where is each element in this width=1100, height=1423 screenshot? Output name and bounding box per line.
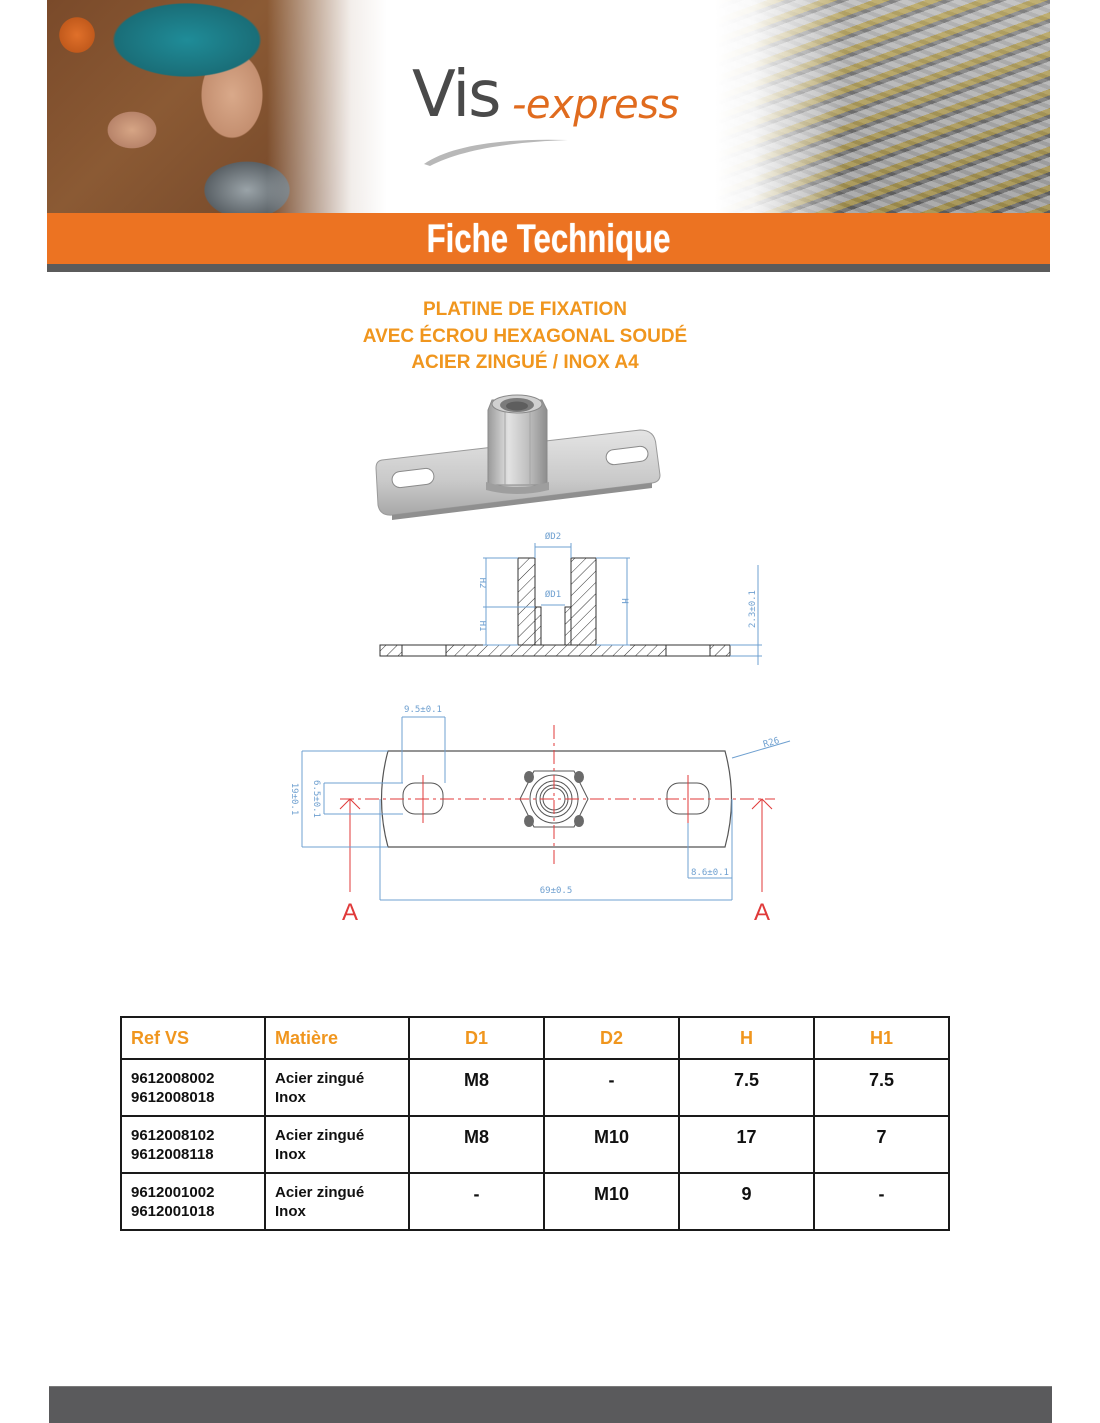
dim-slot-width-label: 9.5±0.1: [404, 705, 442, 715]
material-value: Inox: [275, 1202, 306, 1220]
product-title: [0, 297, 1050, 377]
ref-value: 9612008002: [131, 1070, 215, 1087]
ref-cell: [122, 1174, 264, 1221]
section-drawing: [370, 525, 770, 670]
header-banner: [47, 0, 1050, 272]
section-marker-left: A: [341, 899, 359, 926]
dim-d2-label: ØD2: [544, 532, 562, 542]
product-title-line: ACIER ZINGUÉ / INOX A4: [411, 352, 639, 373]
d2-value: -: [608, 1070, 615, 1090]
d1-value: -: [473, 1184, 480, 1204]
column-header-ref: Ref VS: [121, 1017, 265, 1059]
dim-length-label: 69±0.5: [539, 886, 573, 896]
section-marker-right: A: [753, 899, 771, 926]
ref-value: 9612008018: [131, 1088, 215, 1106]
product-title-line: AVEC ÉCROU HEXAGONAL SOUDÉ: [362, 325, 688, 347]
material-value: Acier zingué: [275, 1070, 365, 1087]
d2-value: M10: [593, 1184, 629, 1204]
d1-value: M8: [463, 1070, 489, 1090]
column-header-h: H: [679, 1017, 814, 1059]
material-cell: [266, 1117, 408, 1164]
top-view-drawing: [270, 695, 800, 930]
d1-value: M8: [463, 1127, 489, 1147]
dim-slot-height-label: 6.5±0.1: [311, 780, 321, 818]
banner-photos: [47, 0, 1050, 213]
column-header-d2: D2: [544, 1017, 679, 1059]
table-header-row: [121, 1017, 949, 1059]
ref-cell: [122, 1060, 264, 1107]
logo-swoosh-icon: [420, 136, 570, 166]
material-value: Acier zingué: [275, 1127, 365, 1144]
h-value: 7.5: [733, 1070, 760, 1090]
banner-title: Fiche Technique: [426, 217, 671, 261]
h1-value: -: [878, 1184, 885, 1204]
h1-value: 7.5: [868, 1070, 895, 1090]
product-photo: [370, 390, 680, 525]
h-value: 9: [741, 1184, 752, 1204]
ref-value: 9612001018: [131, 1202, 215, 1220]
dim-d1-label: ØD1: [544, 590, 562, 600]
dim-h1-label: H1: [477, 620, 487, 632]
table-row: [121, 1059, 949, 1116]
dim-thickness-label: 2.3±0.1: [748, 590, 758, 628]
logo-brand-secondary: -express: [512, 82, 679, 128]
material-value: Acier zingué: [275, 1184, 365, 1201]
dim-h2-label: H2: [477, 577, 487, 589]
column-header-d1: D1: [409, 1017, 544, 1059]
material-value: Inox: [275, 1145, 306, 1163]
dim-h-label: H: [619, 598, 629, 604]
column-header-material: Matière: [265, 1017, 409, 1059]
ref-value: 9612008118: [131, 1145, 214, 1163]
material-value: Inox: [275, 1088, 306, 1106]
title-band-underline: [47, 264, 1050, 272]
logo-brand-primary: Vis: [412, 58, 500, 132]
footer-band: [49, 1386, 1052, 1423]
table-row: [121, 1116, 949, 1173]
h1-value: 7: [876, 1127, 887, 1147]
dim-total-width-label: 19±0.1: [289, 782, 299, 816]
spec-table: [120, 1016, 950, 1231]
ref-value: 9612001002: [131, 1184, 215, 1201]
workbench-hands-photo: [47, 0, 387, 213]
dim-edge-to-slot-label: 8.6±0.1: [691, 868, 729, 878]
d2-value: M10: [593, 1127, 629, 1147]
table-row: [121, 1173, 949, 1230]
screws-pile-photo: [715, 0, 1050, 213]
product-title-line: PLATINE DE FIXATION: [422, 299, 628, 320]
dim-radius-label: R26: [762, 736, 781, 751]
material-cell: [266, 1174, 408, 1221]
ref-cell: [122, 1117, 264, 1164]
vis-express-logo: [412, 58, 692, 168]
column-header-h1: H1: [814, 1017, 949, 1059]
h-value: 17: [736, 1127, 757, 1147]
material-cell: [266, 1060, 408, 1107]
ref-value: 9612008102: [131, 1127, 215, 1144]
